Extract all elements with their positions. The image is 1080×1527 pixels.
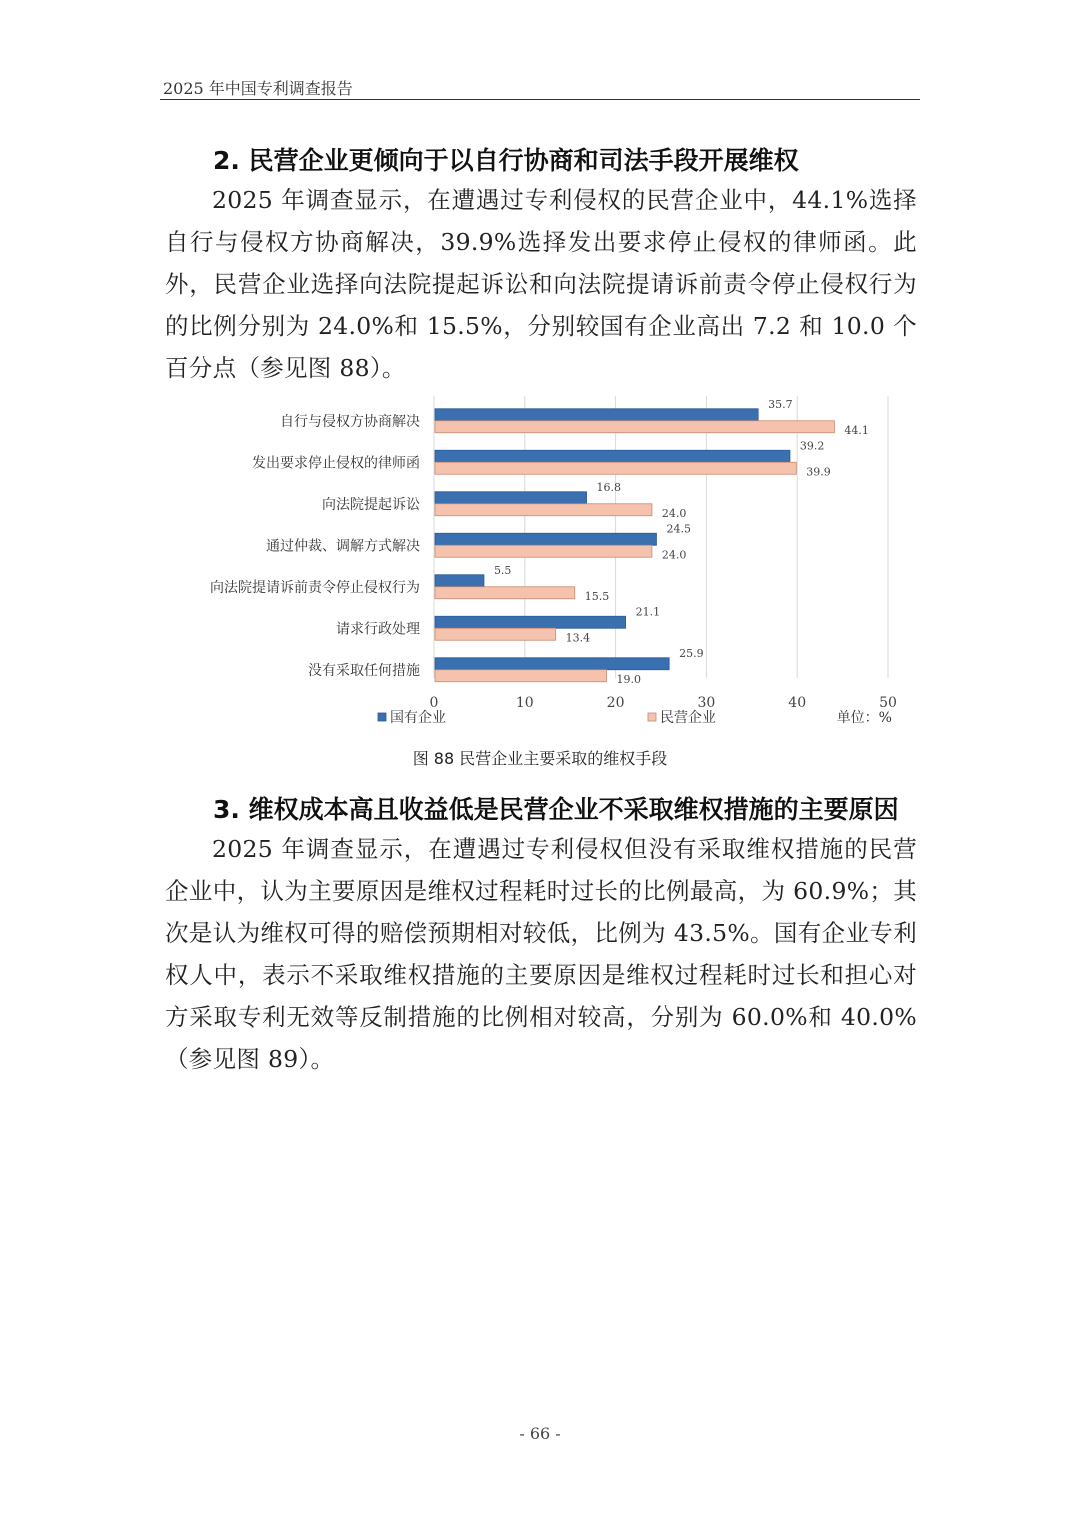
unit-label: 单位：% [836,710,892,726]
data-label-private: 13.4 [565,631,591,645]
bar-state-owned [435,575,484,587]
legend-swatch [378,713,386,721]
category-label: 没有采取任何措施 [308,662,420,679]
category-label: 向法院提起诉讼 [322,496,420,513]
bar-private [435,545,652,557]
bar-private [435,504,652,516]
bar-chart-figure-88 [160,390,920,736]
section2-heading: 2. 民营企业更倾向于以自行协商和司法手段开展维权 [213,146,799,175]
legend-swatch [648,713,656,721]
data-label-state-owned: 5.5 [493,563,512,577]
section2-paragraph: 2025 年调查显示，在遭遇过专利侵权的民营企业中，44.1%选择自行与侵权方协商解决，39.9%选择发出要求停止侵权的律师函。此外，民营企业选择向法院提起诉讼和向法院提请诉前责令停止侵权行为的比例分别为 24.0%和 15.5%，分别较国有企业高出 7.2 和 10.0 个百分点（参见图 88）。 [165,186,917,382]
data-label-private: 24.0 [661,548,687,562]
bar-state-owned [435,409,758,421]
bar-state-owned [435,616,626,628]
bar-state-owned [435,533,656,545]
x-tick-label: 10 [515,695,534,711]
data-label-state-owned: 21.1 [635,605,661,619]
category-label: 自行与侵权方协商解决 [280,413,420,430]
section3-heading: 3. 维权成本高且收益低是民营企业不采取维权措施的主要原因 [213,795,899,824]
figure-caption: 图 88 民营企业主要采取的维权手段 [412,749,668,768]
x-tick-label: 0 [429,695,439,711]
running-header: 2025 年中国专利调查报告 [163,79,353,98]
data-label-state-owned: 35.7 [768,397,793,411]
bar-private [435,670,607,682]
x-tick-label: 50 [879,695,897,711]
category-label: 向法院提请诉前责令停止侵权行为 [210,579,420,596]
data-label-private: 44.1 [844,423,869,437]
category-label: 请求行政处理 [336,621,420,638]
data-label-private: 15.5 [584,589,610,603]
legend-label: 民营企业 [660,710,716,726]
data-label-state-owned: 39.2 [799,439,825,453]
bar-state-owned [435,492,587,504]
header-rule [160,99,920,100]
data-label-private: 24.0 [661,506,687,520]
data-label-state-owned: 25.9 [679,646,704,660]
bar-private [435,421,834,433]
x-tick-label: 30 [697,695,716,711]
x-tick-label: 20 [606,695,625,711]
x-tick-label: 40 [788,695,807,711]
data-label-state-owned: 24.5 [666,522,691,536]
bar-state-owned [435,658,669,670]
data-label-state-owned: 16.8 [596,480,622,494]
category-label: 发出要求停止侵权的律师函 [252,455,420,472]
section3-paragraph: 2025 年调查显示，在遭遇过专利侵权但没有采取维权措施的民营企业中，认为主要原因是维权过程耗时过长的比例最高，为 60.9%；其次是认为维权可得的赔偿预期相对较低，比例为 43.5%。国有企业专利权人中，表示不采取维权措施的主要原因是维权过程耗时过长和担心对方采取专利无效等反制措施的比例相对较高，分别为 60.0%和 40.0%（参见图 89）。 [165,835,917,1073]
data-label-private: 39.9 [806,465,831,479]
bar-private [435,462,796,474]
page-number: - 66 - [519,1424,561,1443]
data-label-private: 19.0 [616,672,642,686]
bar-state-owned [435,450,790,462]
category-label: 通过仲裁、调解方式解决 [266,538,420,555]
legend-label: 国有企业 [390,710,446,726]
bar-private [435,587,575,599]
bar-private [435,628,556,640]
